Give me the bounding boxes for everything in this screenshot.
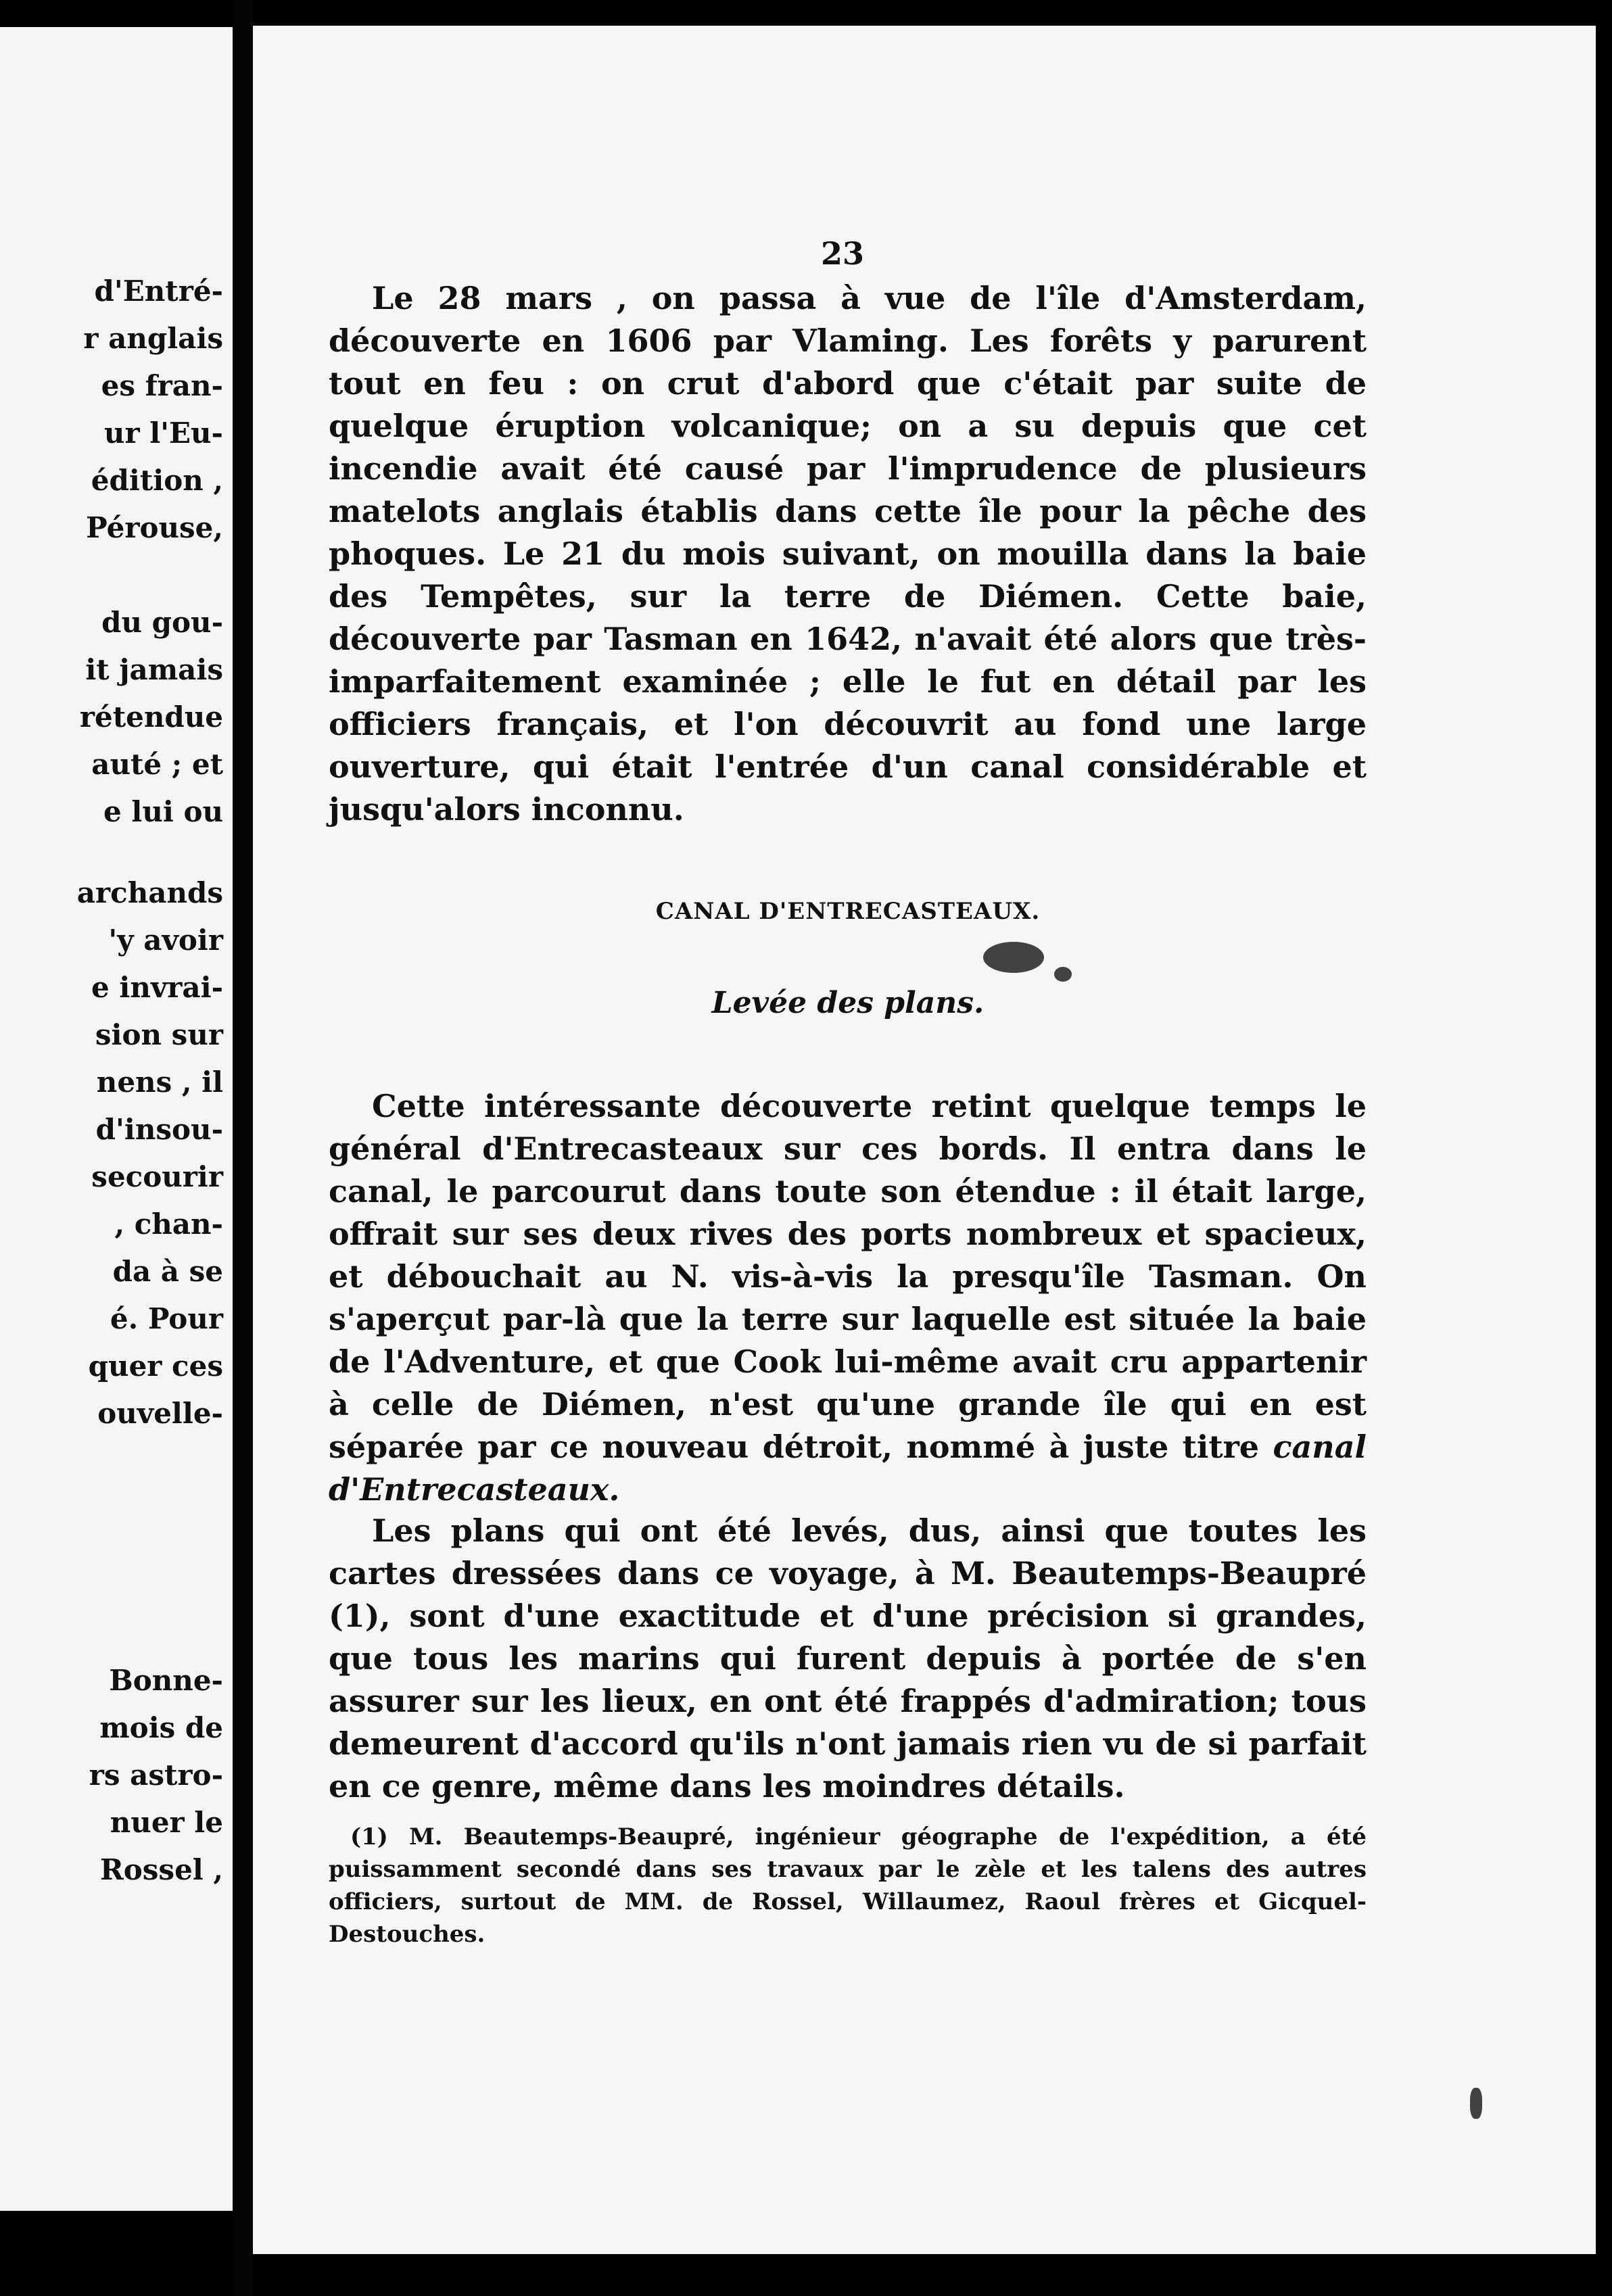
section-heading: CANAL D'ENTRECASTEAUX. <box>655 898 1041 925</box>
page-number: 23 <box>821 235 865 272</box>
book-gutter <box>233 0 253 2296</box>
paragraph-2 <box>329 1085 1367 1511</box>
paragraph-2-italic-end: canal d'Entrecasteaux. <box>329 1429 1367 1508</box>
paragraph-2-text: Cette intéressante découverte retint quelque temps le général d'Entrecasteaux sur ces bords. Il entra dans le canal, le parcourut dans toute son étendue : il était large, offrait sur ses deux rives des ports nombreux et spacieux, et débouchait au N. vis-à-vis la presqu'île Tasman. On s'aperçut par-là que la terre sur laquelle est située la baie de l'Adventure, et que Cook lui-même avait cru appartenir à celle de Diémen, n'est qu'une grande île qui en est séparée par ce nouveau détroit, nommé à juste titre <box>329 1088 1367 1465</box>
left-page-line: archands <box>76 876 223 909</box>
left-page-line: rétendue <box>79 700 223 734</box>
left-page-line: , chan- <box>114 1207 223 1241</box>
left-page-line: sion sur <box>95 1018 223 1051</box>
left-page-line: es fran- <box>101 369 223 402</box>
ink-blot <box>1054 967 1072 982</box>
left-page-line: nens , il <box>96 1066 223 1099</box>
left-page-line: auté ; et <box>91 748 223 781</box>
left-page-line: du gou- <box>101 606 223 639</box>
left-page-line: nuer le <box>110 1806 223 1839</box>
left-page-line: édition , <box>91 464 223 497</box>
left-page-line: e invrai- <box>91 971 223 1004</box>
left-page-line: r anglais <box>83 322 223 355</box>
left-page-line: da à se <box>112 1255 223 1288</box>
left-page-line: quer ces <box>88 1349 223 1383</box>
footnote: (1) M. Beautemps-Beaupré, ingénieur géographe de l'expédition, a été puissamment secondé dans ses travaux par le zèle et les talens des autres officiers, surtout de MM. de Rossel, Willaumez, Raoul frères et Gicquel-Destouches. <box>329 1823 1367 1948</box>
left-page-line: e lui ou <box>103 795 223 828</box>
ink-blot <box>1470 2088 1482 2119</box>
left-page-line: Pérouse, <box>86 511 223 544</box>
left-page-line: secourir <box>91 1160 223 1193</box>
left-page-fragment <box>0 27 233 2211</box>
left-page-line: it jamais <box>85 653 223 686</box>
left-page-line: Bonne- <box>109 1664 223 1697</box>
left-page-line: d'insou- <box>95 1113 223 1146</box>
left-page-line: é. Pour <box>110 1302 223 1335</box>
left-page-line: mois de <box>99 1711 223 1744</box>
right-page <box>253 26 1596 2254</box>
left-page-line: 'y avoir <box>108 924 223 957</box>
left-page-line: ouvelle- <box>97 1397 223 1430</box>
left-page-line: Rossel , <box>99 1853 223 1886</box>
ink-blot <box>983 942 1044 973</box>
subheading: Levée des plans. <box>711 986 985 1020</box>
paragraph-1: Le 28 mars , on passa à vue de l'île d'Amsterdam, découverte en 1606 par Vlaming. Les forêts y parurent tout en feu : on crut d'abord que c'était par suite de quelque éruption volcanique; on a su depuis que cet incendie avait été causé par l'imprudence de plusieurs matelots anglais établis dans cette île pour la pêche des phoques. Le 21 du mois suivant, on mouilla dans la baie des Tempêtes, sur la terre de Diémen. Cette baie, découverte par Tasman en 1642, n'avait été alors que très-imparfaitement examinée ; elle le fut en détail par les officiers français, et l'on découvrit au fond une large ouverture, qui était l'entrée d'un canal considérable et jusqu'alors inconnu. <box>329 280 1367 828</box>
left-page-line: rs astro- <box>89 1759 223 1792</box>
paragraph-3: Les plans qui ont été levés, dus, ainsi que toutes les cartes dressées dans ce voyage, à M. Beautemps-Beaupré (1), sont d'une exactitude et d'une précision si grandes, que tous les marins qui furent depuis à portée de s'en assurer sur les lieux, en ont été frappés d'admiration; tous demeurent d'accord qu'ils n'ont jamais rien vu de si parfait en ce genre, même dans les moindres détails. <box>329 1512 1367 1804</box>
left-page-line: ur l'Eu- <box>103 416 223 450</box>
left-page-line: d'Entré- <box>94 274 223 308</box>
